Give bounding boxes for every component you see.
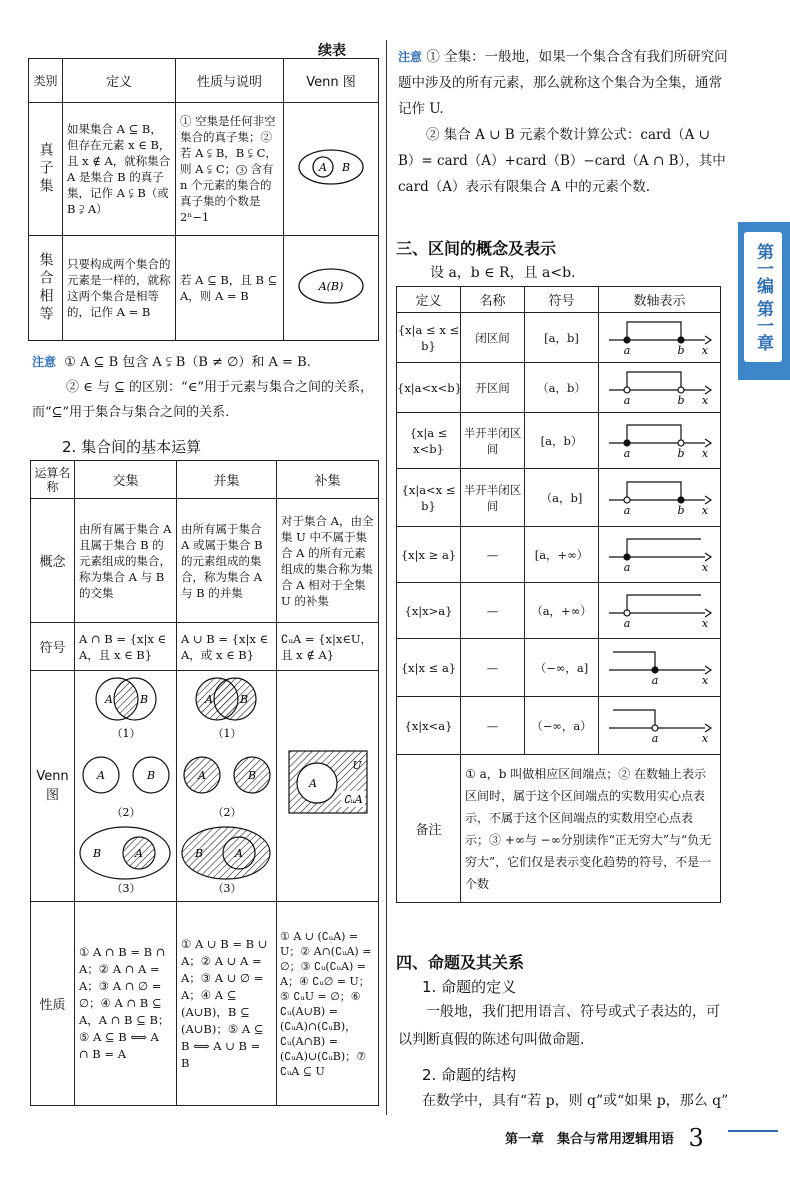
inter3-b: B xyxy=(92,847,101,860)
endpoint-a xyxy=(624,440,630,446)
number-line xyxy=(605,587,715,631)
venn-intersection-cell xyxy=(75,671,177,902)
axis-label-a: a xyxy=(651,731,658,745)
label-symbol: 符号 xyxy=(31,623,75,671)
ucap-2: （2） xyxy=(212,806,241,819)
axis-label-a: a xyxy=(623,503,630,517)
section3-title: 三、区间的概念及表示 xyxy=(396,239,557,258)
concept-intersection: 由所有属于集合 A 且属于集合 B 的元素组成的集合，称为集合 A 与 B 的交集 xyxy=(75,499,177,623)
interval-name: — xyxy=(461,583,525,639)
th-def: 定义 xyxy=(397,287,461,313)
interval-axis xyxy=(599,697,721,755)
th-complement: 补集 xyxy=(277,461,379,499)
section4-p1: 一般地，我们把用语言、符号或式子表达的，可以判断真假的陈述句叫做命题. xyxy=(398,1004,720,1048)
note-2 xyxy=(398,44,730,200)
number-line xyxy=(605,417,715,461)
section2-title: 2. 集合间的基本运算 xyxy=(62,438,202,456)
th-definition: 定义 xyxy=(63,59,176,103)
endpoint-b xyxy=(678,337,684,343)
union3-b: B xyxy=(194,847,203,860)
label-concept: 概念 xyxy=(31,499,75,623)
proper-subset-properties: ① 空集是任何非空集合的真子集；② 若 A ⫋ B，B ⫋ C，则 A ⫋ C；③ 含有 n 个元素的集合的真子集的个数是 2ⁿ−1 xyxy=(176,103,284,236)
interval-def: {x|x<a} xyxy=(397,697,461,755)
subset-table xyxy=(28,58,379,341)
th-sym: 符号 xyxy=(525,287,599,313)
axis-label-a: a xyxy=(623,446,630,460)
label-property: 性质 xyxy=(31,902,75,1106)
axis-label-x: x xyxy=(701,673,708,687)
venn-label-b: B xyxy=(341,161,351,174)
note-2-p2: ② 集合 A ∪ B 元素个数计算公式：card（A ∪ B）= card（A）+card（B）−card（A ∩ B），其中 card（A）表示有限集合 A 中的元素个数. xyxy=(398,127,726,195)
row-proper-subset: 真子集 xyxy=(29,103,63,236)
interval-row xyxy=(397,583,721,639)
interval-sym: [a，b） xyxy=(525,413,599,469)
axis-arrow xyxy=(705,553,711,561)
interval-name: — xyxy=(461,697,525,755)
th-venn: Venn 图 xyxy=(284,59,379,103)
ucap-3: （3） xyxy=(212,882,241,895)
interval-axis xyxy=(599,413,721,469)
interval-axis xyxy=(599,639,721,697)
page-number: 3 xyxy=(688,1124,704,1152)
label-venn: Venn 图 xyxy=(31,671,75,902)
note-1 xyxy=(32,350,376,425)
proper-subset-definition: 如果集合 A ⊆ B，但存在元素 x ∈ B，且 x ∉ A，就称集合 A 是集合 B 的真子集，记作 A ⫋ B（或 B ⫌ A） xyxy=(63,103,176,236)
th-name: 名称 xyxy=(461,287,525,313)
interval-sym: （−∞，a] xyxy=(525,639,599,697)
number-line xyxy=(605,364,715,408)
axis-arrow xyxy=(705,336,711,344)
interval-bracket xyxy=(627,595,701,613)
union3-a: A xyxy=(234,847,243,860)
number-line xyxy=(605,474,715,518)
axis-label-x: x xyxy=(701,731,708,745)
interval-name: 半开半闭区间 xyxy=(461,413,525,469)
venn-complement-cell xyxy=(277,671,379,902)
number-line xyxy=(605,531,715,575)
interval-def: {x|a ≤ x ≤ b} xyxy=(397,313,461,363)
interval-row xyxy=(397,313,721,363)
axis-label-a: a xyxy=(651,673,658,687)
endpoint-a xyxy=(624,337,630,343)
interval-row xyxy=(397,639,721,697)
axis-label-b: b xyxy=(676,393,685,407)
inter2-b: B xyxy=(146,769,155,782)
inter2-a: A xyxy=(96,769,105,782)
axis-arrow xyxy=(705,386,711,394)
interval-name: — xyxy=(461,527,525,583)
symbol-complement: ∁ᵤA = {x|x∈U，且 x ∉ A} xyxy=(277,623,379,671)
row-set-equal: 集合相等 xyxy=(29,236,63,341)
axis-label-x: x xyxy=(701,343,708,357)
endpoint-b xyxy=(678,387,684,393)
axis-arrow xyxy=(705,439,711,447)
axis-label-b: b xyxy=(676,343,685,357)
props-intersection: ① A ∩ B = B ∩ A；② A ∩ A = A；③ A ∩ ∅ = ∅；④ A ∩ B ⊆ A，A ∩ B ⊆ B；⑤ A ⊆ B ⟺ A ∩ B = A xyxy=(75,902,177,1106)
number-line xyxy=(605,702,715,746)
interval-sym: （a，b] xyxy=(525,469,599,527)
interval-name: 闭区间 xyxy=(461,313,525,363)
symbol-union: A ∪ B = {x|x ∈ A，或 x ∈ B} xyxy=(177,623,277,671)
endpoint-a xyxy=(624,554,630,560)
venn-union xyxy=(179,671,275,897)
interval-row xyxy=(397,527,721,583)
comp-u: U xyxy=(351,759,362,772)
note-1-line1: ① A ⊆ B 包含 A ⫋ B（B ≠ ∅）和 A = B. xyxy=(64,355,311,370)
interval-bracket xyxy=(613,710,655,728)
footer-rule xyxy=(728,1130,778,1132)
venn-proper-subset xyxy=(296,147,366,187)
interval-axis xyxy=(599,313,721,363)
cap-3: （3） xyxy=(111,882,140,895)
number-line xyxy=(605,314,715,358)
interval-name: 半开半闭区间 xyxy=(461,469,525,527)
inter-a: A xyxy=(104,693,113,706)
interval-sym: （a，b） xyxy=(525,363,599,413)
union-a: A xyxy=(204,693,213,706)
interval-row xyxy=(397,697,721,755)
ucap-1: （1） xyxy=(212,727,241,740)
interval-bracket xyxy=(627,372,681,390)
venn-label-a: A xyxy=(319,161,327,174)
interval-axis xyxy=(599,469,721,527)
remark-label: 备注 xyxy=(397,755,461,903)
axis-label-b: b xyxy=(676,446,685,460)
interval-row xyxy=(397,413,721,469)
inter3-a: A xyxy=(134,847,143,860)
axis-arrow xyxy=(705,724,711,732)
interval-sym: [a，+∞） xyxy=(525,527,599,583)
axis-label-x: x xyxy=(701,560,708,574)
interval-def: {x|a<x<b} xyxy=(397,363,461,413)
interval-axis xyxy=(599,527,721,583)
axis-label-a: a xyxy=(623,343,630,357)
set-equal-definition: 只要构成两个集合的元素是一样的，就称这两个集合是相等的，记作 A = B xyxy=(63,236,176,341)
symbol-intersection: A ∩ B = {x|x ∈ A，且 x ∈ B} xyxy=(75,623,177,671)
note-2-p1: ① 全集：一般地，如果一个集合含有我们所研究问题中涉及的所有元素，那么就称这个集合为全集，通常记作 U. xyxy=(398,49,728,117)
set-equal-properties: 若 A ⊆ B，且 B ⊆ A，则 A = B xyxy=(176,236,284,341)
interval-bracket xyxy=(627,425,681,443)
section4-sub1: 1. 命题的定义 xyxy=(422,978,517,996)
endpoint-a xyxy=(652,667,658,673)
interval-axis xyxy=(599,583,721,639)
venn-intersection xyxy=(77,671,175,897)
set-equal-venn xyxy=(284,236,379,341)
interval-row xyxy=(397,469,721,527)
th-intersection: 交集 xyxy=(75,461,177,499)
interval-def: {x|a ≤ x<b} xyxy=(397,413,461,469)
interval-sym: （a，+∞） xyxy=(525,583,599,639)
endpoint-a xyxy=(624,610,630,616)
endpoint-b xyxy=(678,440,684,446)
section3-intro: 设 a，b ∈ R，且 a<b. xyxy=(430,265,576,281)
inter-b: B xyxy=(139,693,148,706)
note-1-label: 注意 xyxy=(32,355,57,369)
side-tab-text: 第一编 第一章 xyxy=(744,232,782,362)
operations-table xyxy=(30,460,379,1106)
venn-union-cell xyxy=(177,671,277,902)
footer xyxy=(505,1124,704,1152)
interval-sym: [a，b] xyxy=(525,313,599,363)
section4-sub2: 2. 命题的结构 xyxy=(422,1066,517,1084)
note-1-line2: ② ∈ 与 ⊆ 的区别：“∈”用于元素与集合之间的关系，而“⊆”用于集合与集合之间的关系. xyxy=(32,380,373,420)
venn-label-ab: A(B) xyxy=(318,280,344,293)
th-properties: 性质与说明 xyxy=(176,59,284,103)
comp-a: A xyxy=(308,777,317,790)
chapter-side-tab xyxy=(738,222,790,380)
concept-union: 由所有属于集合 A 或属于集合 B 的元素组成的集合，称为集合 A 与 B 的并集 xyxy=(177,499,277,623)
section4-p2: 在数学中，具有“若 p，则 q”或“如果 p，那么 q” xyxy=(422,1093,729,1109)
interval-bracket xyxy=(627,482,681,500)
footer-chapter: 第一章 集合与常用逻辑用语 xyxy=(505,1132,675,1147)
axis-label-x: x xyxy=(701,446,708,460)
venn-complement xyxy=(279,671,377,897)
note-2-label: 注意 xyxy=(398,50,423,64)
remark-text: ① a，b 叫做相应区间端点；② 在数轴上表示区间时，属于这个区间端点的实数用实心点表示，不属于这个区间端点的实数用空心点表示；③ +∞与 −∞分别读作“正无穷大”与“负无穷大”，它们仅是表示变化趋势的符号，不是一个数 xyxy=(461,755,721,903)
interval-def: {x|a<x ≤ b} xyxy=(397,469,461,527)
axis-arrow xyxy=(705,666,711,674)
cap-2: （2） xyxy=(111,806,140,819)
th-union: 并集 xyxy=(177,461,277,499)
th-op-name: 运算名称 xyxy=(31,461,75,499)
endpoint-b xyxy=(678,497,684,503)
interval-bracket xyxy=(613,652,655,670)
continued-label: 续表 xyxy=(318,43,346,59)
th-axis: 数轴表示 xyxy=(599,287,721,313)
endpoint-a xyxy=(652,725,658,731)
cap-1: （1） xyxy=(111,727,140,740)
interval-name: — xyxy=(461,639,525,697)
axis-label-x: x xyxy=(701,616,708,630)
props-complement: ① A ∪ (∁ᵤA) = U；② A∩(∁ᵤA) = ∅；③ ∁ᵤ(∁ᵤA) = A；④ ∁ᵤ∅ = U；⑤ ∁ᵤU = ∅；⑥ ∁ᵤ(A∪B) = (∁ᵤA)∩(∁ᵤB)，∁ᵤ(A∩B) = (∁ᵤA)∪(∁ᵤB)；⑦ ∁ᵤA ⊆ U xyxy=(277,902,379,1106)
concept-complement: 对于集合 A，由全集 U 中不属于集合 A 的所有元素组成的集合称为集合 A 相对于全集 U 的补集 xyxy=(277,499,379,623)
axis-label-x: x xyxy=(701,393,708,407)
interval-def: {x|x ≥ a} xyxy=(397,527,461,583)
interval-row xyxy=(397,363,721,413)
interval-def: {x|x ≤ a} xyxy=(397,639,461,697)
axis-label-a: a xyxy=(623,616,630,630)
interval-def: {x|x>a} xyxy=(397,583,461,639)
interval-bracket xyxy=(627,539,701,557)
number-line xyxy=(605,644,715,688)
endpoint-a xyxy=(624,387,630,393)
comp-cua: ∁ᵤA xyxy=(342,793,363,806)
section4-title: 四、命题及其关系 xyxy=(396,953,525,972)
endpoint-a xyxy=(624,497,630,503)
axis-arrow xyxy=(705,609,711,617)
union2-a: A xyxy=(197,769,206,782)
interval-table xyxy=(396,286,721,903)
column-divider xyxy=(386,40,387,1115)
axis-label-a: a xyxy=(623,393,630,407)
venn-equal xyxy=(296,266,366,306)
axis-label-a: a xyxy=(623,560,630,574)
interval-name: 开区间 xyxy=(461,363,525,413)
th-category: 类别 xyxy=(29,59,63,103)
interval-bracket xyxy=(627,322,681,340)
interval-axis xyxy=(599,363,721,413)
proper-subset-venn xyxy=(284,103,379,236)
union-b: B xyxy=(239,693,248,706)
axis-label-x: x xyxy=(701,503,708,517)
axis-label-b: b xyxy=(676,503,685,517)
interval-sym: （−∞，a） xyxy=(525,697,599,755)
props-union: ① A ∪ B = B ∪ A；② A ∪ A = A；③ A ∪ ∅ = A；④ A ⊆ (A∪B)，B ⊆ (A∪B)；⑤ A ⊆ B ⟺ A ∪ B = B xyxy=(177,902,277,1106)
axis-arrow xyxy=(705,496,711,504)
union2-b: B xyxy=(247,769,256,782)
